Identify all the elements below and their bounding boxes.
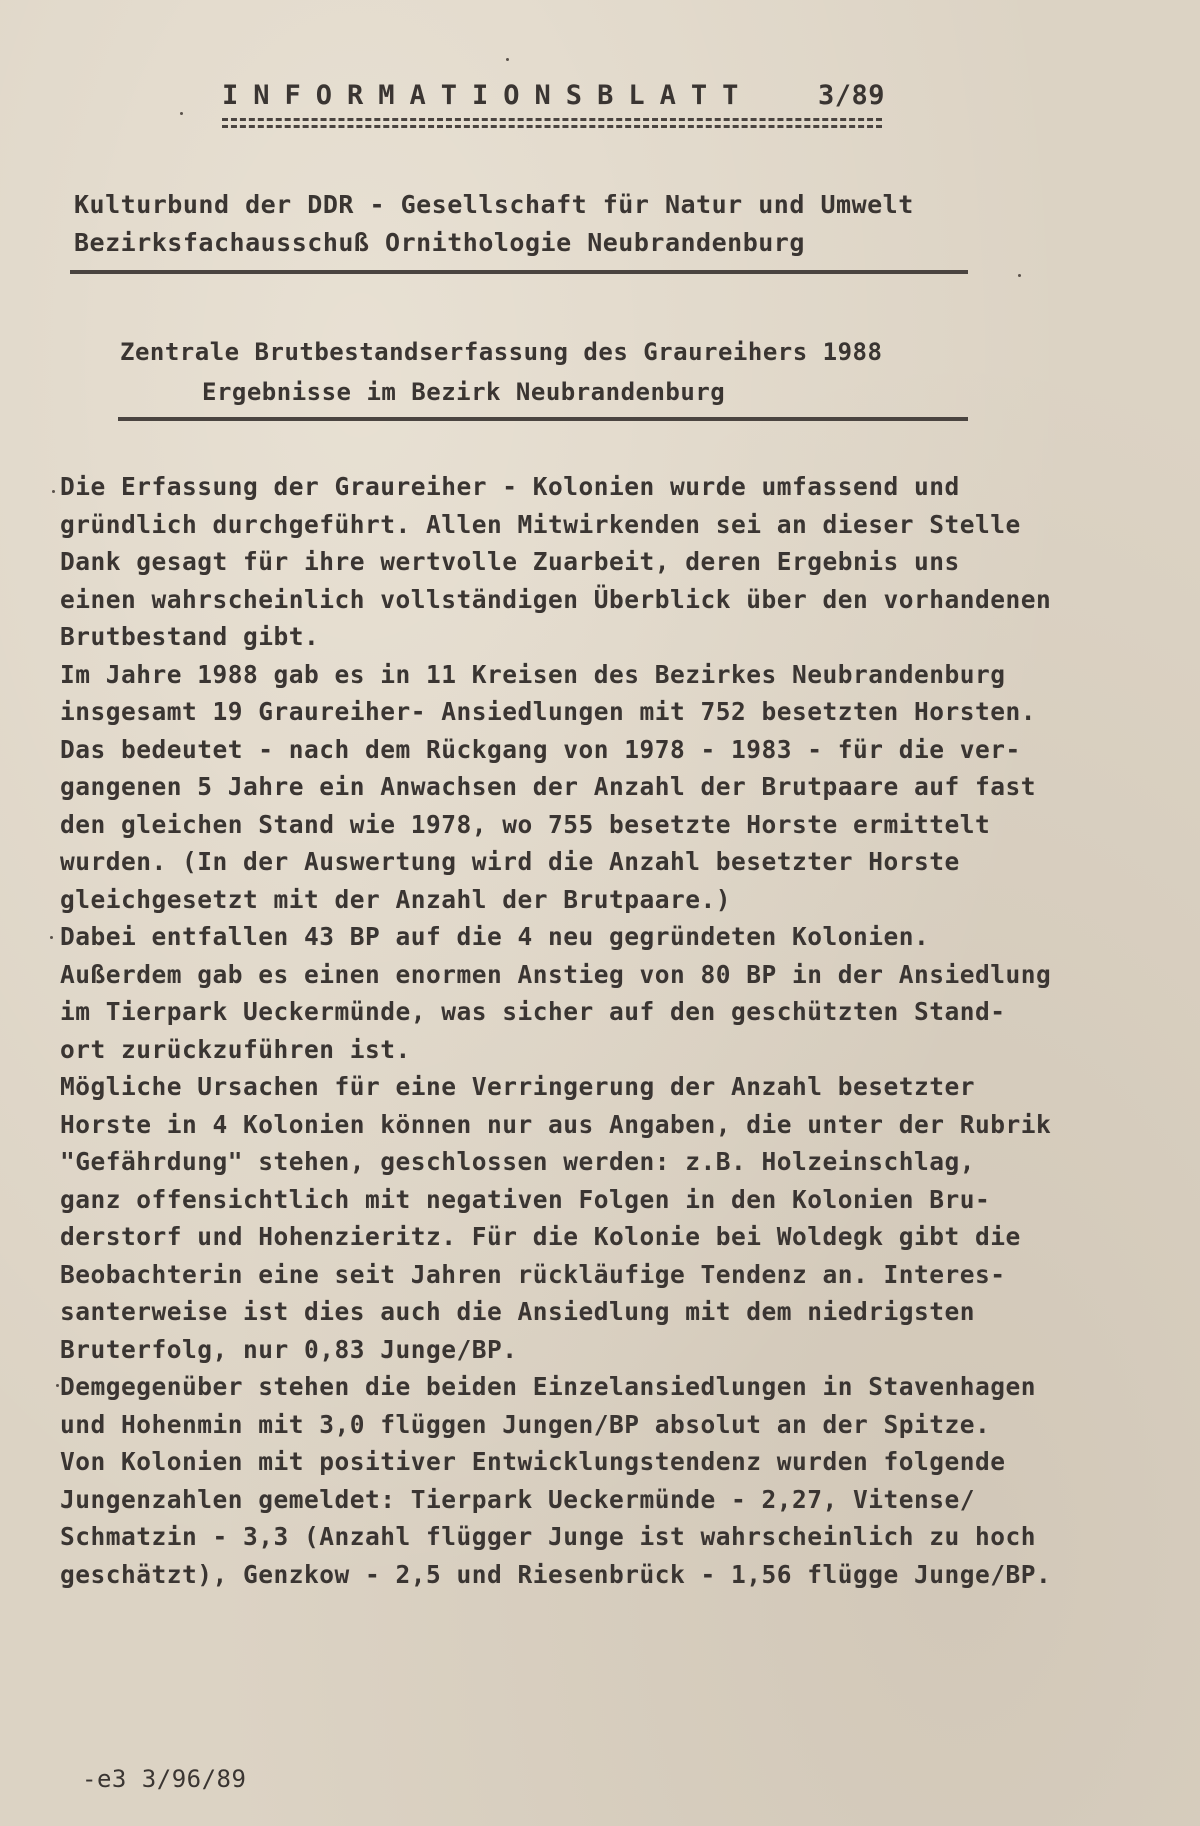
body-line: Beobachterin eine seit Jahren rückläufige Tendenz an. Interes- bbox=[60, 1259, 1006, 1289]
body-line: Bruterfolg, nur 0,83 Junge/BP. bbox=[60, 1334, 518, 1364]
paper-speck bbox=[1018, 274, 1021, 277]
body-line: und Hohenmin mit 3,0 flüggen Jungen/BP absolut an der Spitze. bbox=[60, 1409, 991, 1439]
body-line: Schmatzin - 3,3 (Anzahl flügger Junge ist wahrscheinlich zu hoch bbox=[60, 1522, 1037, 1551]
masthead-double-underline bbox=[222, 118, 882, 128]
body-line: im Tierpark Ueckermünde, was sicher auf den geschützten Stand- bbox=[60, 997, 1006, 1026]
body-line: ganz offensichtlich mit negativen Folgen in den Kolonien Bru- bbox=[60, 1184, 991, 1214]
body-line: Mögliche Ursachen für eine Verringerung der Anzahl besetzter bbox=[60, 1072, 976, 1101]
body-line: Horste in 4 Kolonien können nur aus Angaben, die unter der Rubrik bbox=[60, 1109, 1052, 1139]
report-body bbox=[60, 468, 1150, 1593]
body-line: Das bedeutet - nach dem Rückgang von 1978 - 1983 - für die ver- bbox=[60, 734, 1021, 764]
body-line: Dank gesagt für ihre wertvolle Zuarbeit, deren Ergebnis uns bbox=[60, 547, 960, 576]
paper-speck bbox=[56, 1384, 59, 1387]
body-line: derstorf und Hohenzieritz. Für die Kolonie bei Woldegk gibt die bbox=[60, 1222, 1021, 1251]
body-line: Von Kolonien mit positiver Entwicklungstendenz wurden folgende bbox=[60, 1447, 1006, 1476]
body-line: Brutbestand gibt. bbox=[60, 622, 320, 651]
body-line: Die Erfassung der Graureiher - Kolonien wurde umfassend und bbox=[60, 472, 960, 501]
body-line: gleichgesetzt mit der Anzahl der Brutpaare.) bbox=[60, 884, 732, 914]
body-line: einen wahrscheinlich vollständigen Überblick über den vorhandenen bbox=[60, 584, 1052, 614]
body-line: insgesamt 19 Graureiher- Ansiedlungen mit 752 besetzten Horsten. bbox=[60, 697, 1037, 726]
paper-speck bbox=[52, 490, 55, 493]
report-title-underline bbox=[118, 417, 968, 421]
body-line: gründlich durchgeführt. Allen Mitwirkenden sei an dieser Stelle bbox=[60, 509, 1021, 539]
body-line: Jungenzahlen gemeldet: Tierpark Ueckermünde - 2,27, Vitense/ bbox=[60, 1484, 976, 1514]
body-line: gangenen 5 Jahre ein Anwachsen der Anzahl der Brutpaare auf fast bbox=[60, 772, 1037, 801]
body-line: ort zurückzuführen ist. bbox=[60, 1034, 411, 1064]
issue-number: 3/89 bbox=[818, 80, 886, 111]
footer-reference: -e3 3/96/89 bbox=[82, 1765, 247, 1793]
paper-speck bbox=[506, 58, 509, 61]
body-line: Dabei entfallen 43 BP auf die 4 neu gegründeten Kolonien. bbox=[60, 922, 930, 951]
body-line: Außerdem gab es einen enormen Anstieg von 80 BP in der Ansiedlung bbox=[60, 959, 1052, 989]
organization-underline bbox=[70, 270, 968, 274]
body-line: "Gefährdung" stehen, geschlossen werden: z.B. Holzeinschlag, bbox=[60, 1147, 976, 1176]
report-title-line-1: Zentrale Brutbestandserfassung des Graureihers 1988 bbox=[120, 338, 883, 366]
organization-line-2: Bezirksfachausschuß Ornithologie Neubrandenburg bbox=[74, 228, 805, 257]
paper-speck bbox=[180, 112, 183, 115]
masthead-title: INFORMATIONSBLATT bbox=[222, 80, 754, 111]
body-line: Im Jahre 1988 gab es in 11 Kreisen des Bezirkes Neubrandenburg bbox=[60, 659, 1006, 689]
body-line: Demgegenüber stehen die beiden Einzelansiedlungen in Stavenhagen bbox=[60, 1372, 1037, 1401]
organization-line-1: Kulturbund der DDR - Gesellschaft für Natur und Umwelt bbox=[74, 190, 914, 219]
body-line: geschätzt), Genzkow - 2,5 und Riesenbrück - 1,56 flügge Junge/BP. bbox=[60, 1559, 1052, 1589]
body-line: santerweise ist dies auch die Ansiedlung mit dem niedrigsten bbox=[60, 1297, 976, 1326]
body-line: wurden. (In der Auswertung wird die Anzahl besetzter Horste bbox=[60, 847, 960, 876]
report-title-line-2: Ergebnisse im Bezirk Neubrandenburg bbox=[202, 378, 726, 406]
paper-speck bbox=[50, 936, 53, 939]
body-line: den gleichen Stand wie 1978, wo 755 besetzte Horste ermittelt bbox=[60, 809, 991, 839]
